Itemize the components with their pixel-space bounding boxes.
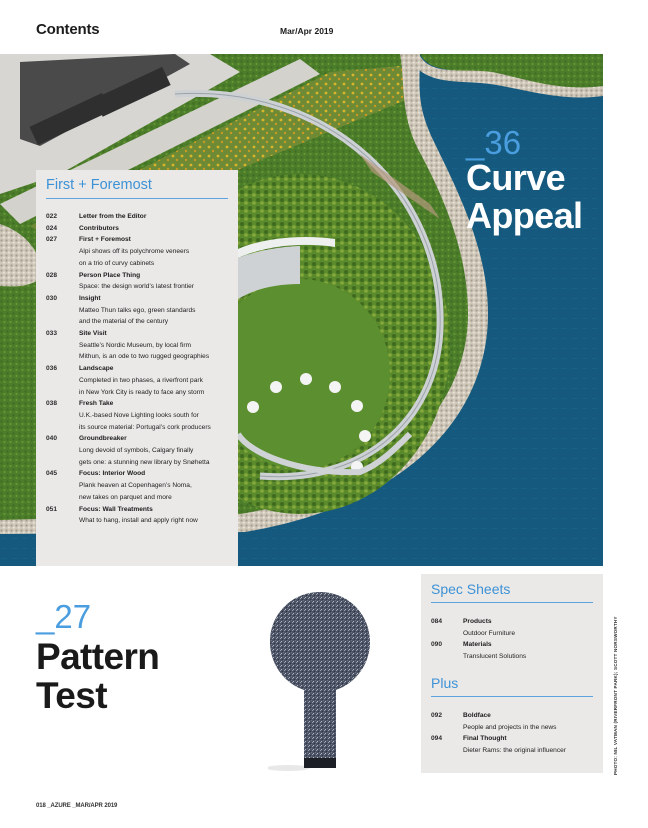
toc-page-number: 084	[431, 618, 443, 625]
toc-title: Groundbreaker	[79, 435, 127, 443]
toc-page-number: 038	[46, 400, 58, 408]
section-heading-plus: Plus	[431, 674, 459, 691]
toc-item[interactable]	[431, 616, 603, 639]
toc-page-number: 028	[46, 271, 58, 279]
feature-title-line1: Pattern	[36, 636, 160, 677]
toc-description: People and projects in the news	[463, 723, 557, 731]
toc-description: its source material: Portugal’s cork producers	[79, 423, 211, 431]
toc-list	[46, 211, 238, 527]
toc-item[interactable]	[46, 211, 238, 223]
toc-title: Landscape	[79, 365, 114, 373]
page-footer: 018 _AZURE _MAR/APR 2019	[36, 803, 118, 809]
toc-description: Plank heaven at Copenhagen’s Noma,	[79, 482, 192, 490]
toc-item[interactable]	[431, 639, 603, 662]
toc-description: new takes on parquet and more	[79, 493, 172, 501]
feature-title-line2: Appeal	[466, 195, 583, 236]
photo-credit-text: PHOTO: NIL VATMAN (RIVERFRONT PARK); SCOTT NORSWORTHY	[613, 616, 618, 775]
toc-page-number: 033	[46, 330, 58, 338]
feature-title-line1: Curve	[466, 157, 566, 198]
toc-page-number: 051	[46, 505, 58, 513]
toc-page-number: 027	[46, 236, 58, 244]
heading-divider	[431, 696, 593, 697]
section-heading-first-foremost: First + Foremost	[46, 177, 152, 193]
toc-title: Focus: Wall Treatments	[79, 505, 153, 513]
toc-page-number: 090	[431, 641, 443, 649]
toc-title: Insight	[79, 294, 101, 302]
toc-description: Long devoid of symbols, Calgary finally	[79, 447, 194, 455]
toc-item[interactable]	[46, 398, 238, 433]
feature-title-line2: Test	[36, 675, 107, 716]
toc-description: Space: the design world’s latest frontier	[79, 283, 194, 291]
toc-description: on a trio of curvy cabinets	[79, 259, 155, 267]
feature-page-number: _27	[36, 598, 92, 635]
toc-title: Letter from the Editor	[79, 213, 147, 220]
toc-page-number: 024	[46, 224, 58, 232]
toc-title: Materials	[463, 641, 492, 649]
feature-page-number: _36	[466, 124, 522, 161]
toc-page-number: 094	[431, 735, 443, 743]
toc-title: Final Thought	[463, 735, 507, 743]
toc-title: Person Place Thing	[79, 271, 141, 279]
toc-item[interactable]	[46, 293, 238, 328]
toc-description: gets one: a stunning new library by Snøhetta	[79, 458, 210, 466]
heading-divider	[46, 198, 228, 199]
photo-credit	[612, 616, 622, 775]
toc-item[interactable]	[46, 504, 238, 527]
toc-description: Translucent Solutions	[463, 653, 527, 661]
toc-item[interactable]	[46, 433, 238, 468]
feature-pattern-test[interactable]	[36, 600, 159, 715]
toc-description: Seattle’s Nordic Museum, by local firm	[79, 341, 192, 349]
toc-item[interactable]	[46, 328, 238, 363]
toc-description: U.K.-based Nove Lighting looks south for	[79, 411, 199, 419]
toc-title: Contributors	[79, 224, 119, 232]
toc-list	[431, 710, 603, 757]
toc-item[interactable]	[46, 234, 238, 269]
toc-description: Outdoor Furniture	[463, 629, 516, 637]
toc-title: Site Visit	[79, 330, 107, 338]
toc-description: Dieter Rams: the original influencer	[463, 746, 566, 754]
toc-page-number: 092	[431, 711, 443, 719]
toc-title: Products	[463, 618, 492, 625]
toc-item[interactable]	[46, 468, 238, 503]
toc-title: Focus: Interior Wood	[79, 470, 146, 478]
toc-page-number: 030	[46, 294, 58, 302]
toc-title: Boldface	[463, 711, 491, 719]
toc-page-number: 036	[46, 365, 58, 373]
first-foremost-panel	[36, 170, 238, 566]
feature-curve-appeal[interactable]	[466, 126, 582, 235]
toc-item[interactable]	[46, 270, 238, 293]
toc-description: Completed in two phases, a riverfront park	[79, 376, 203, 384]
issue-date: Mar/Apr 2019	[280, 26, 334, 36]
toc-description: Alpi shows off its polychrome veneers	[79, 248, 190, 256]
toc-item[interactable]	[431, 733, 603, 756]
toc-title: First + Foremost	[79, 236, 131, 244]
heading-divider	[431, 602, 593, 603]
toc-description: Matteo Thun talks ego, green standards	[79, 306, 196, 314]
page-title: Contents	[36, 21, 100, 38]
section-heading-spec-sheets: Spec Sheets	[431, 581, 511, 597]
toc-description: in New York City is ready to face any storm	[79, 388, 205, 396]
toc-description: What to hang, install and apply right now	[79, 517, 198, 525]
toc-item[interactable]	[431, 710, 603, 733]
toc-description: Mithun, is an ode to two rugged geographies	[79, 353, 210, 361]
toc-title: Fresh Take	[79, 400, 114, 408]
toc-page-number: 022	[46, 213, 58, 220]
toc-item[interactable]	[46, 223, 238, 235]
toc-description: and the material of the century	[79, 318, 169, 326]
toc-page-number: 040	[46, 435, 58, 443]
toc-page-number: 045	[46, 470, 58, 478]
spec-sheets-panel	[421, 574, 603, 773]
toc-item[interactable]	[46, 363, 238, 398]
toc-list	[431, 616, 603, 663]
product-image-keyhole-panel	[268, 586, 372, 772]
